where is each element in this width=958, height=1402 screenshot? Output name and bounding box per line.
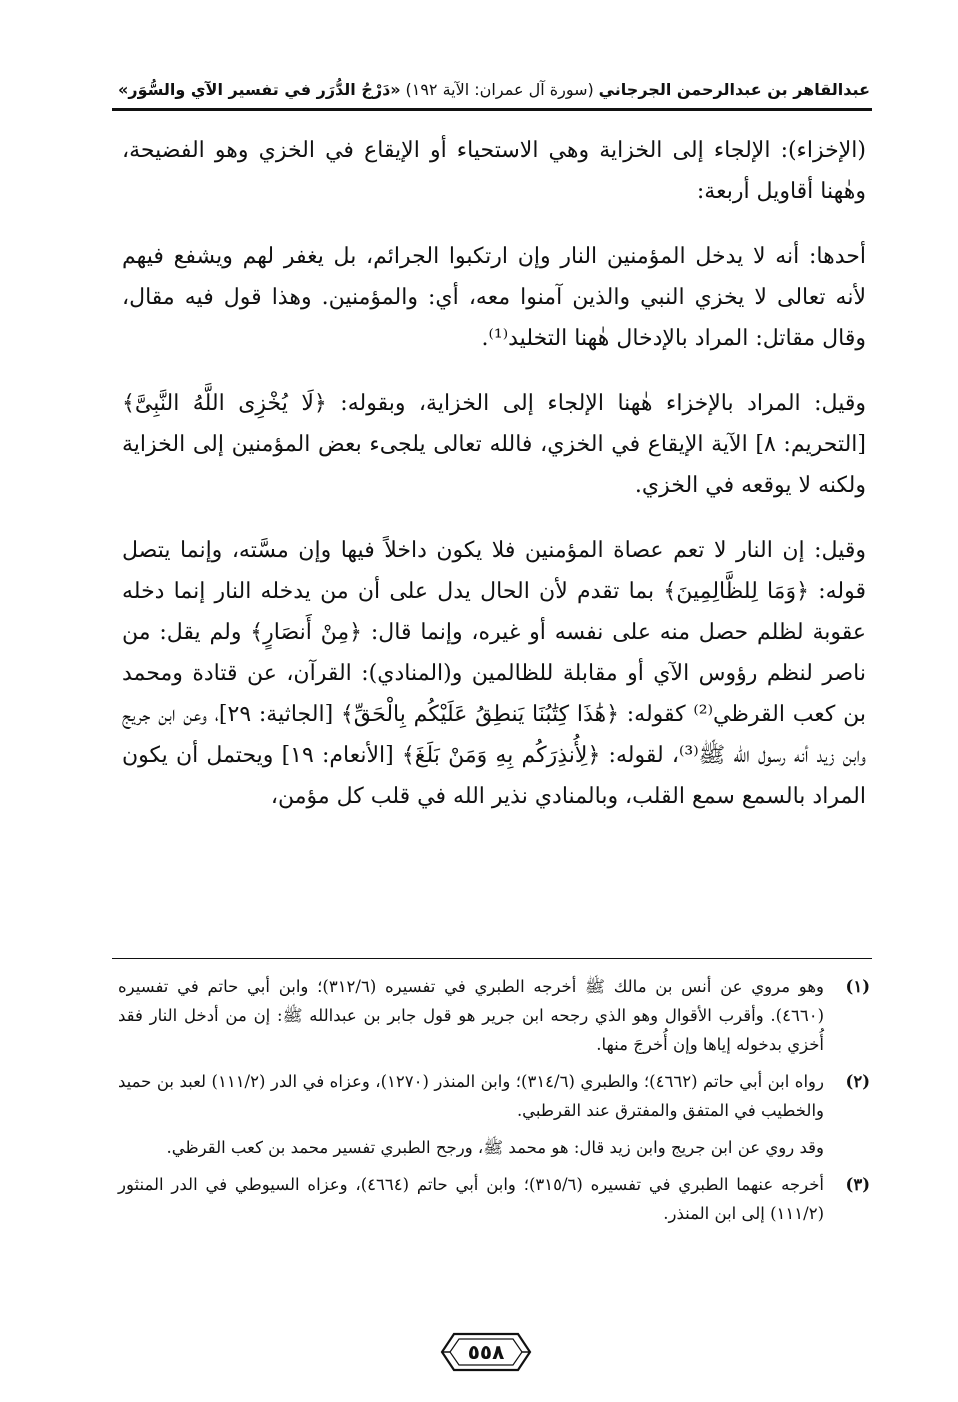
paragraph-third-opinion: وقيل: إن النار لا تعم عصاة المؤمنين فلا يكون داخلاً فيها وإن مسَّته، وإنما يتصل قوله: ﴿وَمَا لِلظَّالِمِينَ﴾ بما تقدم لأن الحال يدل على أن من يدخله النار إنما دخله عقوبة لظلم حصل منه على نفسه أو غيره، وإنما قال: ﴿مِنْ أَنصَارٍ﴾ ولم يقل: من ناصر لنظم رؤوس الآي أو مقابلة للظالمين و(المنادي): القرآن، عن قتادة ومحمد بن كعب القرظي⁽²⁾ كقوله: ﴿هَٰذَا كِتَٰبُنَا يَنطِقُ عَلَيْكُم بِالْحَقِّ﴾ [الجاثية: ٢٩]، وعن ابن جريج وابن زيد أنه رسول الله ﷺ⁽³⁾، لقوله: ﴿لِأُنذِرَكُم بِهِ وَمَنْ بَلَغَ﴾ [الأنعام: ١٩] ويحتمل أن يكون المراد بالسمع سمع القلب، وبالمنادي نذير الله في قلب كل مؤمن، bbox=[122, 538, 866, 809]
page-number: ٥٥٨ bbox=[467, 1340, 505, 1364]
footnote-2-continuation: وقد روي عن ابن جريج وابن زيد قال: هو محمد ﷺ، ورجح الطبري تفسير محمد بن كعب القرظي. bbox=[166, 1138, 824, 1157]
footnote-number: (٣) bbox=[845, 1175, 870, 1194]
paragraph-second-opinion: وقيل: المراد بالإخزاء هٰهنا الإلجاء إلى الخزاية، وبقوله: ﴿لَا يُخْزِى اللَّهُ النَّبِىَّ﴾ [التحريم: ٨] الآية الإيقاع في الخزي، فالله تعالى يلجىء بعض المؤمنين إلى الخزاية ولكنه لا يوقعه في الخزي. bbox=[122, 391, 866, 498]
footnote-text: وهو مروي عن أنس بن مالك ﷺ أخرجه الطبري في تفسيره (٣١٢/٦)؛ وابن أبي حاتم في تفسيره (٤٦٦٠). وأقرب الأقوال وهو الذي رجحه ابن جرير هو قول جابر بن عبدالله ﷺ: إن من أدخل النار فقد أُخزي بدخوله إياها وإن أُخرجَ منها. bbox=[118, 977, 824, 1054]
page-number-ornament bbox=[440, 1330, 532, 1374]
footnote-divider bbox=[112, 958, 872, 959]
footnote-2 bbox=[118, 1067, 870, 1125]
footnotes bbox=[118, 972, 870, 1236]
footnote-3 bbox=[118, 1170, 870, 1228]
header-book-title: «دَرْجُ الدُّرَر في تفسير الآي والسُّوَر» bbox=[118, 79, 401, 99]
main-text bbox=[122, 130, 866, 831]
footnote-text: رواه ابن أبي حاتم (٤٦٦٢)؛ والطبري (٣١٤/٦)؛ وابن المنذر (١٢٧٠)، وعزاه في الدر (١١١/٢) لعبد بن حميد والخطيب في المتفق والمفترق عند القرطبي. bbox=[118, 1072, 824, 1120]
running-header bbox=[118, 74, 870, 104]
footnote-number: (١) bbox=[845, 977, 870, 996]
paragraph-first-opinion: أحدها: أنه لا يدخل المؤمنين النار وإن ارتكبوا الجرائم، بل يغفر لهم ويشفع فيهم لأنه تعالى لا يخزي النبي والذين آمنوا معه، أي: والمؤمنين. وهذا قول فيه مقال، وقال مقاتل: المراد بالإدخال هٰهنا التخليد⁽¹⁾. bbox=[122, 244, 866, 351]
header-surah-verse: (سورة آل عمران: الآية ١٩٢) bbox=[405, 79, 594, 99]
footnote-text: أخرجه عنهما الطبري في تفسيره (٣١٥/٦)؛ وابن أبي حاتم (٤٦٦٤)، وعزاه السيوطي في الدر المنثور (١١١/٢) إلى ابن المنذر. bbox=[118, 1175, 824, 1223]
paragraph-ikhzaa-definition: (الإخزاء): الإلجاء إلى الخزاية وهي الاستحياء أو الإيقاع في الخزي وهو الفضيحة، وهٰهنا أقاويل أربعة: bbox=[122, 138, 866, 204]
header-divider bbox=[112, 108, 872, 111]
header-author: عبدالقاهر بن عبدالرحمن الجرجاني bbox=[598, 79, 870, 99]
footnote-number: (٢) bbox=[845, 1072, 870, 1091]
footnote-1 bbox=[118, 972, 870, 1059]
